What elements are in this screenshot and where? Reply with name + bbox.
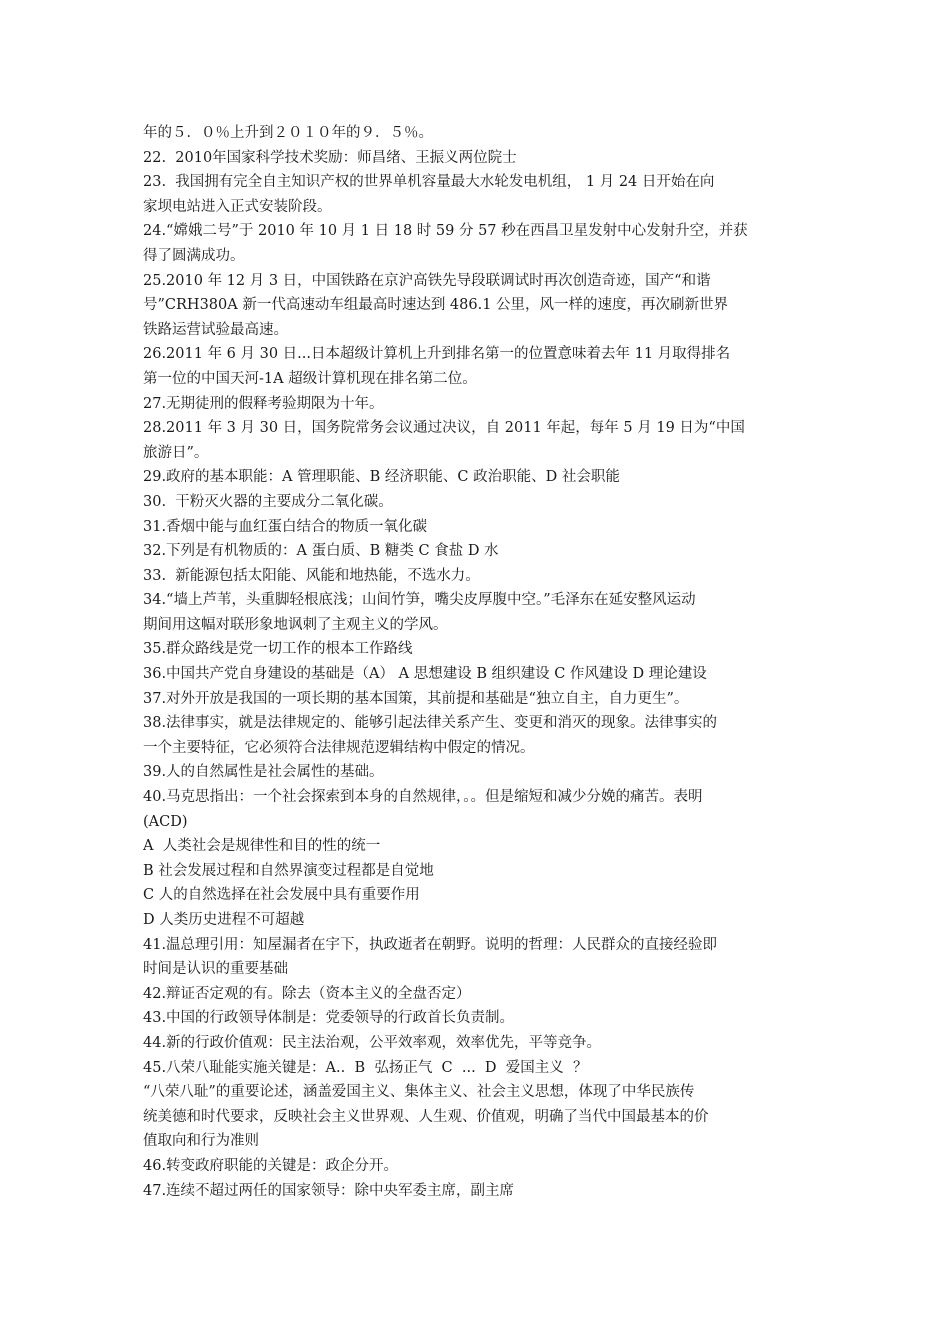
text-line: “八荣八耻”的重要论述，涵盖爱国主义、集体主义、社会主义思想，体现了中华民族传 [143, 1084, 695, 1101]
text-line: 38.法律事实，就是法律规定的、能够引起法律关系产生、变更和消灭的现象。法律事实的 [143, 715, 718, 732]
text-line: 40.马克思指出：一个社会探索到本身的自然规律，。。但是缩短和减少分娩的痛苦。表明 [143, 789, 703, 806]
text-line: 22. 2010年国家科学技术奖励：师昌绪、王振义两位院士 [143, 149, 517, 166]
text-line: 29.政府的基本职能：A 管理职能、B 经济职能、C 政治职能、D 社会职能 [143, 469, 620, 486]
text-line: 35.群众路线是党一切工作的根本工作路线 [143, 641, 413, 658]
text-line: 期间用这幅对联形象地讽刺了主观主义的学风。 [143, 616, 448, 633]
text-line: 46.转变政府职能的关键是：政企分开。 [143, 1157, 399, 1174]
text-line: A 人类社会是规律性和目的性的统一 [143, 838, 381, 855]
text-line: 25.2010 年 12 月 3 日，中国铁路在京沪高铁先导段联调试时再次创造奇迹，国产“和谐 [143, 272, 711, 289]
text-line: 42.辩证否定观的有。除去（资本主义的全盘否定） [143, 985, 471, 1002]
text-line: 36.中国共产党自身建设的基础是（A） A 思想建设 B 组织建设 C 作风建设 D 理论建设 [143, 666, 707, 683]
text-line: B 社会发展过程和自然界演变过程都是自觉地 [143, 862, 434, 879]
text-line: 时间是认识的重要基础 [143, 961, 288, 978]
text-line: 23. 我国拥有完全自主知识产权的世界单机容量最大水轮发电机组， 1 月 24 日开始在向 [143, 174, 715, 191]
text-line: 家坝电站进入正式安装阶段。 [143, 198, 332, 215]
text-line: (ACD) [143, 813, 188, 830]
text-line: 旅游日”。 [143, 444, 209, 461]
text-line: 43.中国的行政领导体制是：党委领导的行政首长负责制。 [143, 1010, 515, 1027]
text-line: 得了圆满成功。 [143, 247, 245, 264]
text-line: 统美德和时代要求，反映社会主义世界观、人生观、价值观，明确了当代中国最基本的价 [143, 1108, 709, 1125]
text-line: 26.2011 年 6 月 30 日...日本超级计算机上升到排名第一的位置意味着去年 11 月取得排名 [143, 346, 731, 363]
document-body [143, 121, 813, 1203]
text-line: 一个主要特征，它必须符合法律规范逻辑结构中假定的情况。 [143, 739, 535, 756]
text-line: 45.八荣八耻能实施关键是：A.. B 弘扬正气 C ... D 爱国主义 ？ [143, 1059, 588, 1076]
text-line: 30. 干粉灭火器的主要成分二氧化碳。 [143, 493, 393, 510]
text-line: 47.连续不超过两任的国家领导：除中央军委主席，副主席 [143, 1182, 515, 1199]
text-line: 第一位的中国天河-1A 超级计算机现在排名第二位。 [143, 370, 477, 387]
text-line: 33. 新能源包括太阳能、风能和地热能，不选水力。 [143, 567, 480, 584]
text-line: 39.人的自然属性是社会属性的基础。 [143, 764, 384, 781]
text-line: 31.香烟中能与血红蛋白结合的物质一氧化碳 [143, 518, 428, 535]
text-line: 号”CRH380A 新一代高速动车组最高时速达到 486.1 公里，风一样的速度，再次刷新世界 [143, 297, 729, 314]
text-line: 24.“嫦娥二号”于 2010 年 10 月 1 日 18 时 59 分 57 秒在西昌卫星发射中心发射升空，并获 [143, 223, 748, 240]
text-line: 年的５．０％上升到２０１０年的９．５％。 [143, 125, 433, 141]
text-line: 铁路运营试验最高速。 [143, 321, 288, 338]
text-line: 32.下列是有机物质的：A 蛋白质、B 糖类 C 食盐 D 水 [143, 543, 499, 560]
text-line: 41.温总理引用：知屋漏者在宇下，执政逝者在朝野。说明的哲理：人民群众的直接经验即 [143, 936, 718, 953]
text-line: C 人的自然选择在社会发展中具有重要作用 [143, 887, 420, 904]
text-line: 值取向和行为准则 [143, 1133, 259, 1150]
text-line: 37.对外开放是我国的一项长期的基本国策，其前提和基础是“独立自主，自力更生”。 [143, 690, 689, 707]
text-line: 28.2011 年 3 月 30 日，国务院常务会议通过决议，自 2011 年起，每年 5 月 19 日为“中国 [143, 420, 745, 437]
text-line: 34.“墙上芦苇，头重脚轻根底浅；山间竹笋，嘴尖皮厚腹中空。”毛泽东在延安整风运动 [143, 592, 696, 609]
text-line: 27.无期徒刑的假释考验期限为十年。 [143, 395, 384, 412]
text-line: D 人类历史进程不可超越 [143, 912, 305, 928]
text-line: 44.新的行政价值观：民主法治观，公平效率观，效率优先，平等竞争。 [143, 1034, 602, 1051]
